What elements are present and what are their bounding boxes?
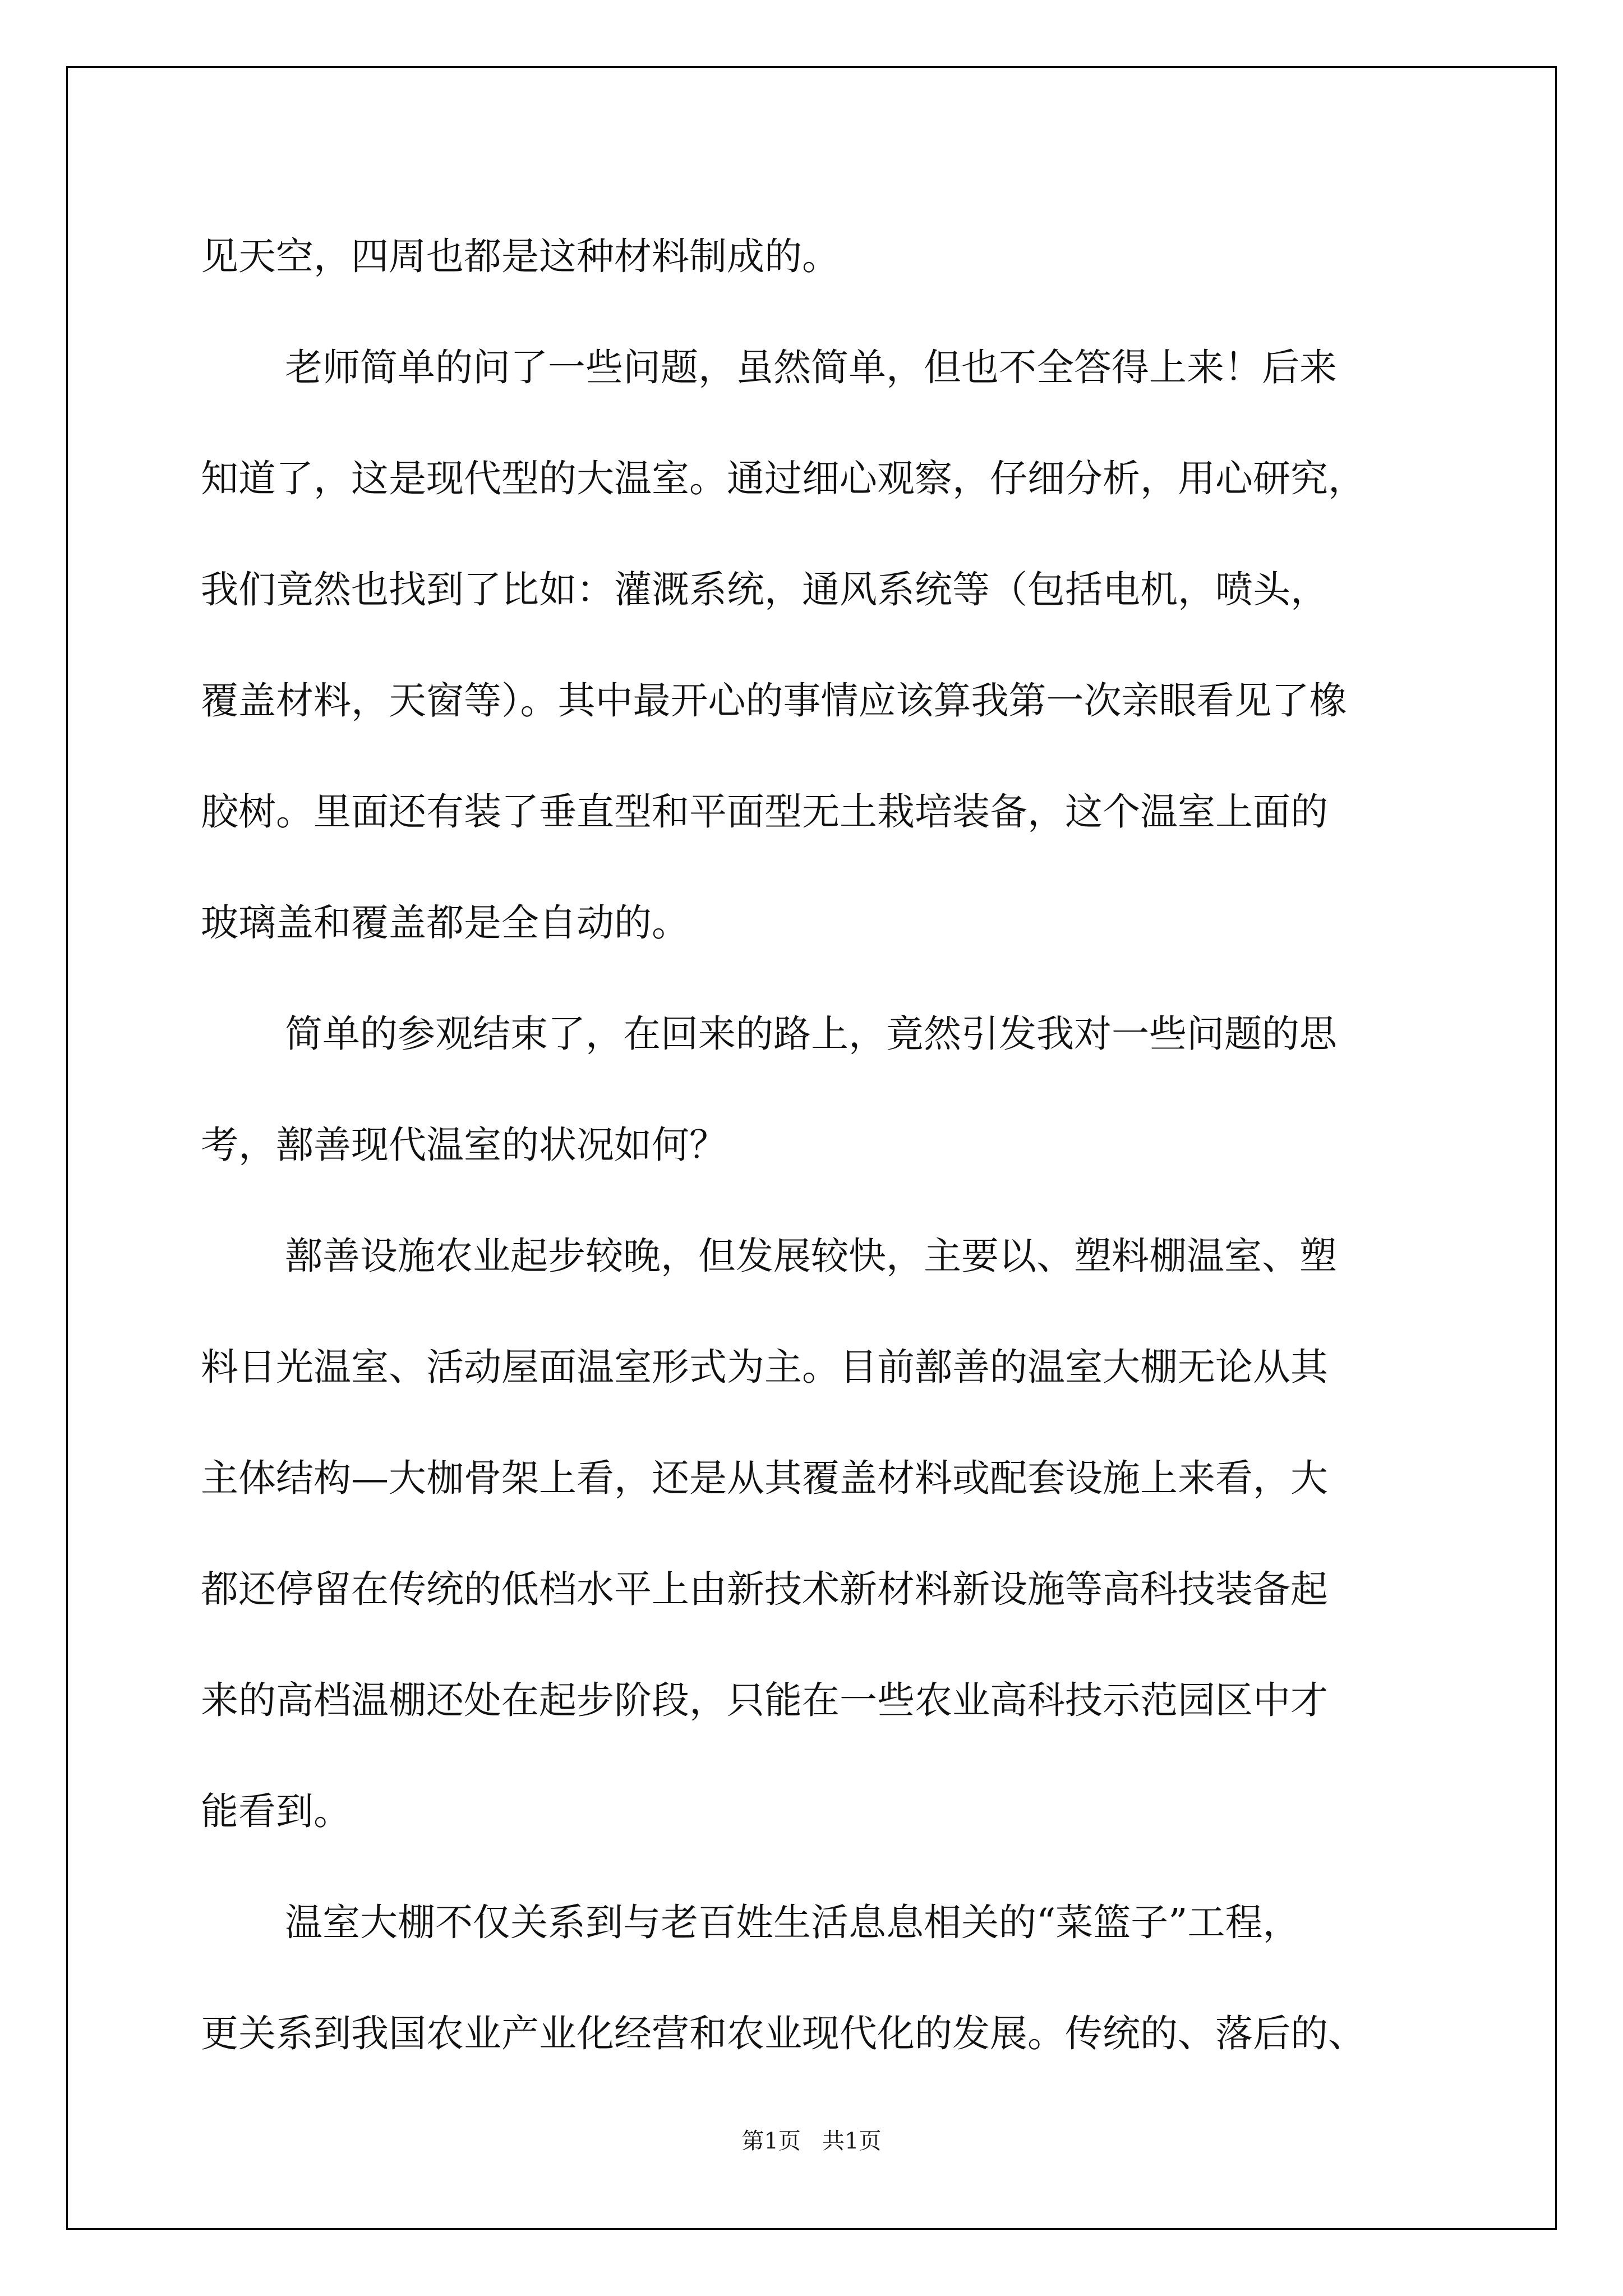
text-line: 能看到。 xyxy=(201,1789,351,1833)
text-line: 主体结构—大枷骨架上看，还是从其覆盖材料或配套设施上来看，大 xyxy=(201,1456,1328,1500)
text-line: 我们竟然也找到了比如：灌溉系统，通风系统等（包括电机，喷头， xyxy=(201,568,1328,611)
text-line: 都还停留在传统的低档水平上由新技术新材料新设施等高科技装备起 xyxy=(201,1567,1328,1611)
paragraph-start-line: 老师简单的问了一些问题，虽然简单，但也不全答得上来！后来 xyxy=(285,346,1337,389)
text-line: 玻璃盖和覆盖都是全自动的。 xyxy=(201,901,689,945)
document-body xyxy=(201,201,1502,2089)
paragraph-start-line: 简单的参观结束了，在回来的路上，竟然引发我对一些问题的思 xyxy=(285,1012,1337,1056)
text-line: 胶树。里面还有装了垂直型和平面型无土栽培装备，这个温室上面的 xyxy=(201,790,1328,834)
text-line: 料日光温室、活动屋面温室形式为主。目前鄯善的温室大棚无论从其 xyxy=(201,1345,1328,1389)
text-line: 更关系到我国农业产业化经营和农业现代化的发展。传统的、落后的、 xyxy=(201,2012,1366,2055)
paragraph-start-line: 鄯善设施农业起步较晚，但发展较快，主要以、塑料棚温室、塑 xyxy=(285,1234,1337,1278)
text-line: 考，鄯善现代温室的状况如何？ xyxy=(201,1123,727,1167)
paragraph-start-line: 温室大棚不仅关系到与老百姓生活息息相关的“菜篮子”工程， xyxy=(285,1901,1301,1944)
page-footer: 第1页 共1页 xyxy=(741,2128,882,2154)
text-line: 覆盖材料，天窗等）。其中最开心的事情应该算我第一次亲眼看见了橡 xyxy=(201,679,1347,723)
text-line: 知道了，这是现代型的大温室。通过细心观察，仔细分析，用心研究， xyxy=(201,457,1366,500)
text-line: 见天空，四周也都是这种材料制成的。 xyxy=(201,234,840,278)
text-line: 来的高档温棚还处在起步阶段，只能在一些农业高科技示范园区中才 xyxy=(201,1678,1328,1722)
